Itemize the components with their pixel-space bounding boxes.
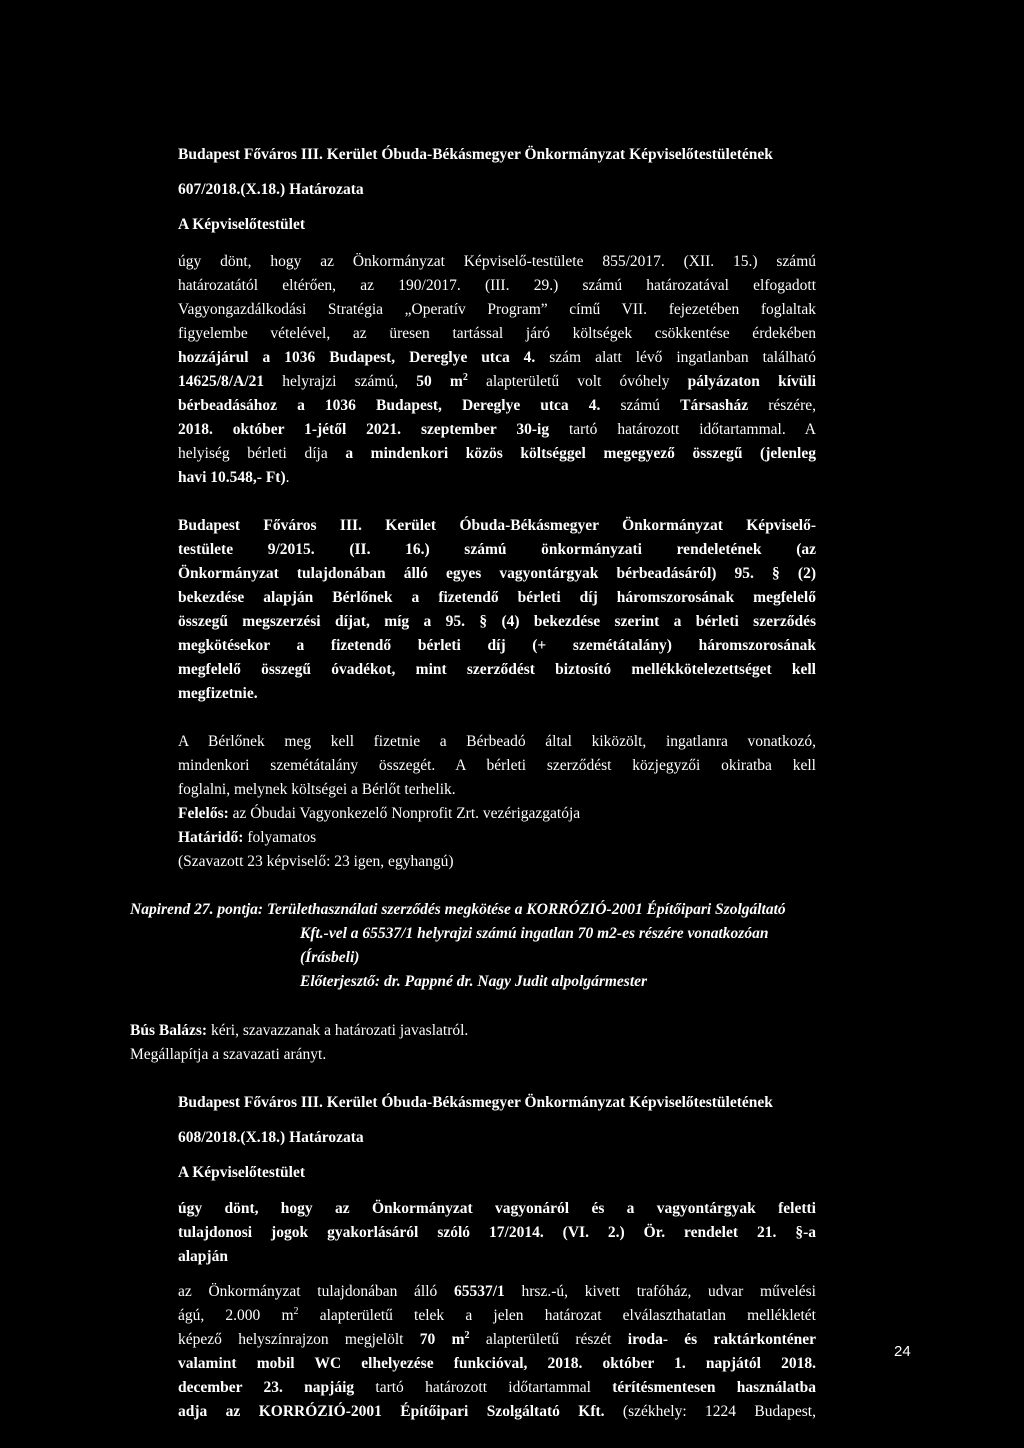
- resolution-1-line-3: Vagyongazdálkodási Stratégia „Operatív Program” című VII. fejezetében foglaltak: [178, 301, 816, 318]
- resolution-1-p2-line-6: megkötésekor a fizetendő bérleti díj (+ szemétátalány) háromszorosának: [178, 637, 816, 654]
- resolution-1-p2-line-5: összegű megszerzési díjat, míg a 95. § (4) bekezdése szerint a bérleti szerződés: [178, 613, 816, 630]
- resolution-2-p2-line-1: az Önkormányzat tulajdonában álló 65537/1 hrsz.-ú, kivett trafóház, udvar művelési: [178, 1283, 816, 1300]
- agenda-presenter: Előterjesztő: dr. Pappné dr. Nagy Judit alpolgármester: [300, 973, 648, 990]
- resolution-1-line-4: figyelembe vételével, az üresen tartással járó költségek csökkentése érdekében: [178, 325, 816, 342]
- resolution-1-p2-line-1: Budapest Főváros III. Kerület Óbuda-Békásmegyer Önkormányzat Képviselő-: [178, 517, 816, 534]
- resolution-2-line-2: tulajdonosi jogok gyakorlásáról szóló 17/2014. (VI. 2.) Ör. rendelet 21. §-a: [178, 1224, 816, 1241]
- resolution-2-p2-line-2: ágú, 2.000 $m^2$ alapterületű telek a jelen határozat elválaszthatatlan mellékletét: [178, 1305, 816, 1324]
- resolution-2-line-1: úgy dönt, hogy az Önkormányzat vagyonáról és a vagyontárgyak feletti: [178, 1200, 816, 1217]
- resolution-2-p2-line-5: december 23. napjáig tartó határozott időtartammal térítésmentesen használatba: [178, 1379, 817, 1396]
- resolution-1-p3-line-2: mindenkori szemétátalány összegét. A bérleti szerződést közjegyzői okiratba kell: [178, 757, 816, 774]
- resolution-1-line-9: helyiség bérleti díja a mindenkori közös költséggel megegyező összegű (jelenleg: [178, 445, 816, 462]
- body-subject-1: A Képviselőtestület: [178, 216, 305, 233]
- speaker-line-2: Megállapítja a szavazati arányt.: [130, 1046, 327, 1063]
- agenda-item-line-3: (Írásbeli): [300, 949, 360, 966]
- resolution-number-2: 608/2018.(X.18.) Határozata: [178, 1129, 364, 1146]
- resolution-1-p2-line-7: megfelelő összegű óvadékot, mint szerződést biztosító mellékkötelezettséget kell: [178, 661, 816, 678]
- council-header-1: Budapest Főváros III. Kerület Óbuda-Békásmegyer Önkormányzat Képviselőtestületének: [178, 146, 773, 163]
- resolution-2-p2-line-4: valamint mobil WC elhelyezése funkcióval, 2018. október 1. napjától 2018.: [178, 1355, 816, 1372]
- agenda-item-line-1: Napirend 27. pontja: Területhasználati szerződés megkötése a KORRÓZIÓ-2001 Építőipari Szolgáltató: [130, 901, 786, 918]
- resolution-2-line-3: alapján: [178, 1248, 228, 1265]
- responsible-line: Felelős: az Óbudai Vagyonkezelő Nonprofit Zrt. vezérigazgatója: [178, 805, 581, 822]
- resolution-2-p2-line-6: adja az KORRÓZIÓ-2001 Építőipari Szolgáltató Kft. (székhely: 1224 Budapest,: [178, 1403, 816, 1420]
- speaker-line: Bús Balázs: kéri, szavazzanak a határozati javaslatról.: [130, 1022, 469, 1039]
- resolution-1-p2-line-8: megfizetnie.: [178, 685, 258, 702]
- body-subject-2: A Képviselőtestület: [178, 1164, 305, 1181]
- page-number: 24: [894, 1343, 911, 1360]
- resolution-number-1: 607/2018.(X.18.) Határozata: [178, 181, 364, 198]
- resolution-2-p2-line-3: képező helyszínrajzon megjelölt 70 $m^2$ alapterületű részét iroda- és raktárkonténer: [178, 1329, 816, 1348]
- resolution-1-line-10: havi 10.548,- Ft).: [178, 469, 290, 486]
- resolution-1-p2-line-3: Önkormányzat tulajdonában álló egyes vagyontárgyak bérbeadásáról) 95. § (2): [178, 565, 816, 582]
- vote-result: (Szavazott 23 képviselő: 23 igen, egyhangú): [178, 853, 454, 870]
- resolution-1-p3-line-1: A Bérlőnek meg kell fizetnie a Bérbeadó által kiközölt, ingatlanra vonatkozó,: [178, 733, 816, 750]
- resolution-1-line-1: úgy dönt, hogy az Önkormányzat Képviselő-testülete 855/2017. (XII. 15.) számú: [178, 253, 816, 270]
- resolution-1-line-6: 14625/8/A/21 helyrajzi számú, 50 $m^2$ alapterületű volt óvóhely pályázaton kívüli: [178, 371, 816, 390]
- agenda-item-line-2: Kft.-vel a 65537/1 helyrajzi számú ingatlan 70 m2-es részére vonatkozóan: [300, 925, 769, 942]
- deadline-line: Határidő: folyamatos: [178, 829, 317, 846]
- council-header-2: Budapest Főváros III. Kerület Óbuda-Békásmegyer Önkormányzat Képviselőtestületének: [178, 1094, 773, 1111]
- resolution-1-p2-line-2: testülete 9/2015. (II. 16.) számú önkormányzati rendeletének (az: [178, 541, 816, 558]
- resolution-1-p3-line-3: foglalni, melynek költségei a Bérlőt terhelik.: [178, 781, 456, 798]
- resolution-1-line-7: bérbeadásához a 1036 Budapest, Dereglye utca 4. számú Társasház részére,: [178, 397, 816, 414]
- resolution-1-p2-line-4: bekezdése alapján Bérlőnek a fizetendő bérleti díj háromszorosának megfelelő: [178, 589, 816, 606]
- resolution-1-line-5: hozzájárul a 1036 Budapest, Dereglye utca 4. szám alatt lévő ingatlanban található: [178, 349, 816, 366]
- resolution-1-line-2: határozatától eltérően, az 190/2017. (III. 29.) számú határozatával elfogadott: [178, 277, 816, 294]
- resolution-1-line-8: 2018. október 1-jétől 2021. szeptember 30-ig tartó határozott időtartammal. A: [178, 421, 816, 438]
